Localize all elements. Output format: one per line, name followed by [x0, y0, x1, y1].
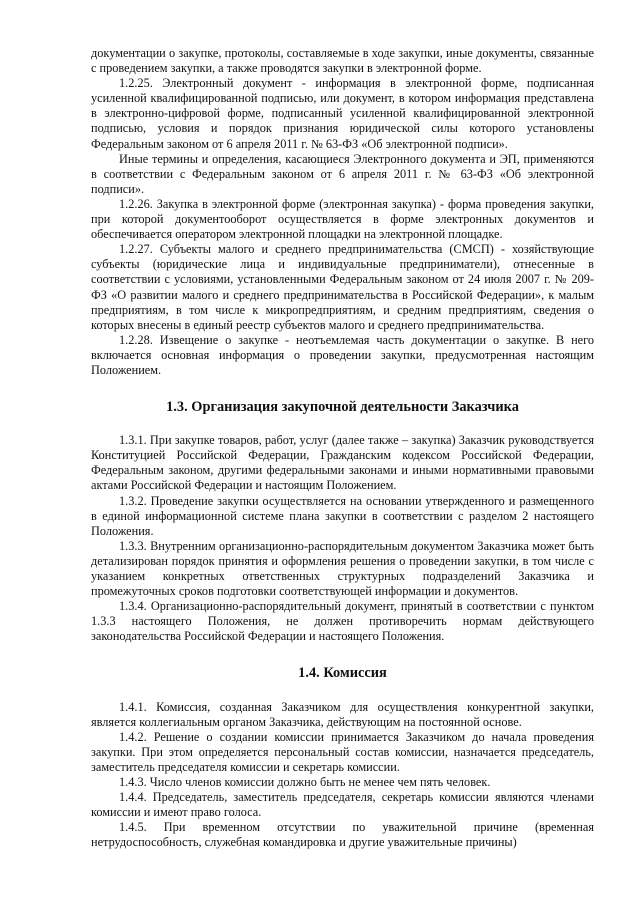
paragraph-1-3-4: 1.3.4. Организационно-распорядительный документ, принятый в соответствии с пунктом 1.3.3 настоящего Положения, не должен противоречить нормам действующего законодательства Российской Федерации и настоящего Положения.	[91, 599, 594, 644]
paragraph-1-4-2: 1.4.2. Решение о создании комиссии принимается Заказчиком до начала проведения закупки. При этом определяется персональный состав комиссии, назначается председатель, заместитель председателя комиссии и секретарь комиссии.	[91, 729, 594, 774]
paragraph-continuation: документации о закупке, протоколы, составляемые в ходе закупки, иные документы, связанные с проведением закупки, а также проводятся закупки в электронной форме.	[91, 46, 594, 76]
paragraph-1-4-3: 1.4.3. Число членов комиссии должно быть не менее чем пять человек.	[119, 775, 491, 790]
paragraph-1-4-5: 1.4.5. При временном отсутствии по уважительной причине (временная нетрудоспособность, служебная командировка и другие уважительные причины)	[91, 820, 594, 850]
document-page	[91, 46, 594, 851]
paragraph-other-terms: Иные термины и определения, касающиеся Электронного документа и ЭП, применяются в соответствии с Федеральным законом от 6 апреля 2011 г. № 63-ФЗ «Об электронной подписи».	[91, 151, 594, 196]
section-heading-1-3: 1.3. Организация закупочной деятельности Заказчика	[166, 399, 519, 416]
spacer	[91, 415, 594, 433]
paragraph-1-2-27: 1.2.27. Субъекты малого и среднего предпринимательства (СМСП) - хозяйствующие субъекты (юридические лица и индивидуальные предприниматели), отнесенные в соответствии с условиями, установленными Федеральным законом от 24 июля 2007 г. № 209-ФЗ «О развитии малого и среднего предпринимательства в Российской Федерации», к малым предприятиям, в том числе к микропредприятиям, и средним предприятиям, сведения о которых внесены в единый реестр субъектов малого и среднего предпринимательства.	[91, 242, 594, 332]
paragraph-1-3-1: 1.3.1. При закупке товаров, работ, услуг (далее также – закупка) Заказчик руководствуется Конституцией Российской Федерации, Гражданским кодексом Российской Федерации, Федеральным законом, другими федеральными законами и иными нормативными правовыми актами Российской Федерации и настоящим Положением.	[91, 433, 594, 493]
spacer	[91, 378, 594, 400]
spacer	[91, 682, 594, 700]
paragraph-1-2-25: 1.2.25. Электронный документ - информация в электронной форме, подписанная усиленной квалифицированной подписью, или документ, в котором информация представлена в электронно-цифровой форме, подписанный усиленной квалифицированной электронной подписью, условия и порядок признания юридической силы которого установлены Федеральным законом от 6 апреля 2011 г. № 63-ФЗ «Об электронной подписи».	[91, 76, 594, 151]
paragraph-1-3-3: 1.3.3. Внутренним организационно-распорядительным документом Заказчика может быть детализирован порядок принятия и оформления решения о проведении закупки, в том числе с указанием конкретных ответственных структурных подразделений Заказчика и промежуточных сроков подготовки соответствующей информации и документов.	[91, 538, 594, 599]
paragraph-1-4-1: 1.4.1. Комиссия, созданная Заказчиком для осуществления конкурентной закупки, является коллегиальным органом Заказчика, действующим на постоянной основе.	[91, 699, 594, 729]
spacer	[91, 644, 594, 666]
section-heading-1-4: 1.4. Комиссия	[298, 665, 387, 682]
paragraph-1-3-2: 1.3.2. Проведение закупки осуществляется на основании утвержденного и размещенного в единой информационной системе плана закупки в соответствии с разделом 2 настоящего Положения.	[91, 493, 594, 538]
paragraph-1-2-28: 1.2.28. Извещение о закупке - неотъемлемая часть документации о закупке. В него включается основная информация о проведении закупки, предусмотренная настоящим Положением.	[91, 332, 594, 377]
paragraph-1-2-26: 1.2.26. Закупка в электронной форме (электронная закупка) - форма проведения закупки, при которой документооборот осуществляется в форме электронных документов и обеспечивается оператором электронной площадки на электронной площадке.	[91, 196, 594, 242]
paragraph-1-4-4: 1.4.4. Председатель, заместитель председателя, секретарь комиссии являются членами комиссии и имеют право голоса.	[91, 790, 594, 820]
